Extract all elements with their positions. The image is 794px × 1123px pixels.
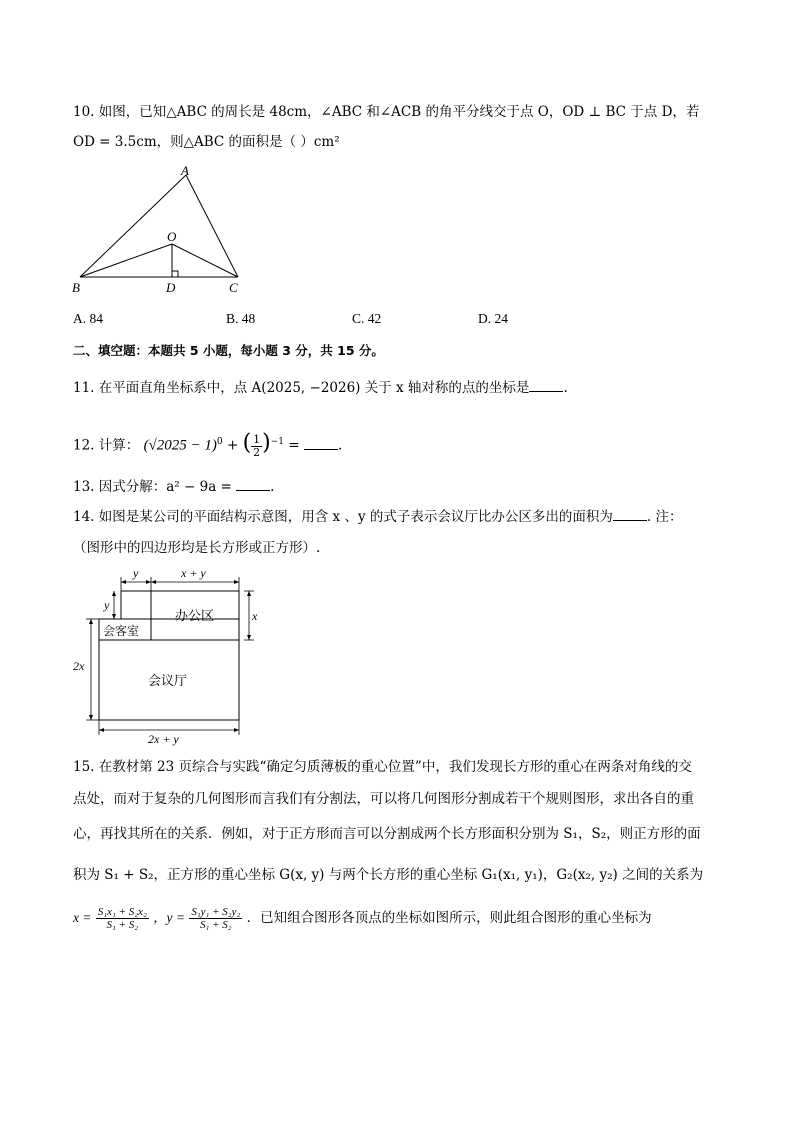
q12: 12. 计算： $(√2025 - 1)^0$ + ( $\frac{1}{2}$ )$^{-1}$ = . [73,430,343,459]
label-O: O [167,229,177,244]
dim-left-2x: 2x [73,659,85,673]
q15-fy-num: S₁y₁ + S₂y₂ [191,906,241,918]
q15-fx-num: S₁x₁ + S₂x₂ [97,906,147,918]
label-C: C [229,280,238,295]
q12-plus: + [226,437,239,454]
q15-fx-den: S₁ + S₂ [106,919,139,931]
q10-line1: 10. 如图，已知△ABC 的周长是 48cm，∠ABC 和∠ACB 的角平分线交于点 O，OD ⊥ BC 于点 D，若 [73,104,700,120]
q15-line3: 心，再找其所在的关系．例如，对于正方形而言可以分割成两个长方形面积分别为 S₁，S₂，则正方形的面 [73,826,701,842]
q13-blank [236,478,270,491]
q15-fy-lhs: ，y = [153,910,186,925]
reception-label: 会客室 [103,624,140,638]
q15-fy-den: S₁ + S₂ [200,919,232,931]
q15-line4: 积为 S₁ + S₂，正方形的重心坐标 G(x, y) 与两个长方形的重心坐标 G₁(x₁, y₁)，G₂(x₂, y₂) 之间的关系为 [73,867,704,883]
q15-fx-frac [96,906,149,931]
dim-right-x: x [252,609,258,623]
q12-frac-den: 2 [253,445,261,459]
section-heading: 二、填空题：本题共 5 小题，每小题 3 分，共 15 分。 [73,343,384,358]
q15-line5-tail: ．已知组合图形各顶点的坐标如图所示，则此组合图形的重心坐标为 [246,910,652,926]
q14-line1-text: 14. 如图是某公司的平面结构示意图，用含 x 、y 的式子表示会议厅比办公区多出的面积为 [73,509,613,525]
q12-blank [304,437,338,450]
q15-fy-frac [189,906,242,931]
q12-frac [251,434,262,459]
q13-end: . [270,479,275,495]
office-label: 办公区 [175,608,215,623]
label-B: B [72,280,80,295]
q14-blank [613,508,647,521]
q11 [73,378,568,398]
q12-exp-a: 0 [216,437,223,447]
label-D: D [166,280,176,295]
q15-line1: 15. 在教材第 23 页综合与实践“确定匀质薄板的重心位置”中，我们发现长方形的重心在两条对角线的交 [73,759,692,775]
q12-eq: = [288,437,300,454]
q11-end: . [563,380,568,396]
triangle-figure [66,163,256,303]
option-b: B. 48 [226,311,256,326]
dim-left-y: y [104,598,110,612]
label-A: A [181,163,189,178]
option-d: D. 24 [478,311,508,326]
floor-plan-figure [66,562,276,752]
q15-line5 [73,900,652,936]
dim-top-xy: x + y [181,566,206,580]
dim-top-y: y [133,566,139,580]
dim-bottom: 2x + y [148,732,179,746]
q11-text: 11. 在平面直角坐标系中，点 A(2025, −2026) 关于 x 轴对称的点的坐标是 [73,380,530,396]
q13-text: 13. 因式分解：a² − 9a = [73,479,232,495]
option-c: C. 42 [352,311,382,326]
q14-line2: （图形中的四边形均是长方形或正方形）. [73,540,321,556]
q12-frac-num: 1 [253,432,261,446]
q12-exp-b: −1 [270,437,285,447]
q14-line1 [73,507,682,527]
q14-line1-end: . 注： [646,509,683,525]
option-a: A. 84 [73,311,103,326]
q11-blank [529,379,563,392]
q12-expr-a: (√2025 − 1) [143,437,217,454]
q15-line2: 点处，而对于复杂的几何图形而言我们有分割法，可以将几何图形分割成若干个规则图形，求出各自的重 [73,791,694,807]
q12-prefix: 12. 计算： [73,437,140,454]
q12-end: . [337,437,343,454]
q13 [73,477,274,497]
q10-line2: OD = 3.5cm，则△ABC 的面积是（ ）cm² [73,134,340,150]
meeting-label: 会议厅 [148,673,188,688]
q15-fx-lhs: x = [73,910,92,925]
